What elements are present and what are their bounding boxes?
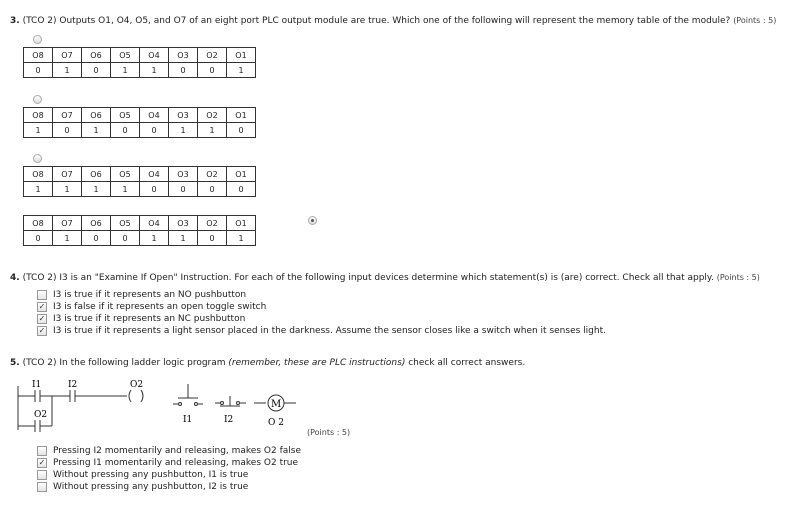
q5-option-4-label: Without pressing any pushbutton, I2 is true <box>53 482 249 492</box>
q5-option-4[interactable] <box>37 482 248 492</box>
table-header-row <box>24 48 256 63</box>
q5-prompt <box>10 358 525 368</box>
device-i1-label: I1 <box>183 415 193 425</box>
q5-text-a: (TCO 2) In the following ladder logic program <box>22 358 229 368</box>
value-cell: 0 <box>140 182 169 197</box>
q4-option-4-label: I3 is true if it represents a light sensor placed in the darkness. Assume the sensor closes like a switch when it senses light. <box>53 326 606 336</box>
header-cell: O8 <box>24 48 53 63</box>
header-cell: O4 <box>140 48 169 63</box>
header-cell: O1 <box>227 216 256 231</box>
q4-option-2-checkbox[interactable]: ✓ <box>38 302 46 311</box>
device-o2-label: O 2 <box>268 418 284 428</box>
value-cell: 0 <box>111 231 140 246</box>
header-cell: O6 <box>82 48 111 63</box>
q3-prompt <box>10 16 776 26</box>
q5-option-2[interactable] <box>37 458 298 468</box>
q5-option-2-label: Pressing I1 momentarily and releasing, makes O2 true <box>53 458 299 468</box>
value-cell: 1 <box>227 63 256 78</box>
q5-text-emphasis: (remember, these are PLC instructions) <box>228 358 406 368</box>
q3-option-2-radio[interactable] <box>33 95 42 104</box>
table-header-row <box>24 167 256 182</box>
header-cell: O5 <box>111 48 140 63</box>
value-cell: 0 <box>198 63 227 78</box>
q5-option-3-checkbox[interactable] <box>37 470 47 480</box>
value-cell: 0 <box>82 63 111 78</box>
o2-coil-right <box>141 390 143 402</box>
q4-text: (TCO 2) I3 is an "Examine If Open" Instruction. For each of the following input devices determine which statement(s) is (are) correct. Check all that apply. <box>22 273 714 283</box>
table-row <box>24 123 256 138</box>
header-cell: O4 <box>140 216 169 231</box>
table-row <box>24 182 256 197</box>
q4-option-1-label: I3 is true if it represents an NO pushbutton <box>53 290 247 300</box>
header-cell: O3 <box>169 216 198 231</box>
value-cell: 1 <box>169 123 198 138</box>
q4-option-4-checkbox[interactable]: ✓ <box>38 326 46 335</box>
value-cell: 1 <box>111 182 140 197</box>
value-cell: 1 <box>53 182 82 197</box>
value-cell: 0 <box>169 63 198 78</box>
q4-prompt <box>10 273 760 283</box>
q4-option-3-label: I3 is true if it represents an NC pushbutton <box>53 314 246 324</box>
ladder-o2-coil-label: O2 <box>130 380 144 390</box>
header-cell: O7 <box>53 48 82 63</box>
q4-points: (Points : 5) <box>716 273 760 282</box>
header-cell: O1 <box>227 108 256 123</box>
value-cell: 1 <box>140 231 169 246</box>
q3-number: 3. <box>10 16 20 26</box>
header-cell: O3 <box>169 108 198 123</box>
q5-option-2-checkbox[interactable]: ✓ <box>38 458 46 467</box>
value-cell: 1 <box>53 63 82 78</box>
value-cell: 1 <box>198 123 227 138</box>
value-cell: 1 <box>82 182 111 197</box>
q5-option-4-checkbox[interactable] <box>37 482 47 492</box>
header-cell: O3 <box>169 167 198 182</box>
value-cell: 0 <box>227 123 256 138</box>
table-header-row <box>24 216 256 231</box>
value-cell: 0 <box>24 63 53 78</box>
value-cell: 0 <box>53 123 82 138</box>
header-cell: O3 <box>169 48 198 63</box>
header-cell: O6 <box>82 108 111 123</box>
header-cell: O4 <box>140 108 169 123</box>
q4-number: 4. <box>10 273 20 283</box>
q3-option-3-radio[interactable] <box>33 154 42 163</box>
q5-option-1-label: Pressing I2 momentarily and releasing, makes O2 false <box>53 446 301 456</box>
value-cell: 0 <box>227 182 256 197</box>
value-cell: 1 <box>53 231 82 246</box>
q5-points: (Points : 5) <box>307 428 351 437</box>
q4-option-3-checkbox[interactable]: ✓ <box>38 314 46 323</box>
header-cell: O7 <box>53 167 82 182</box>
value-cell: 0 <box>198 231 227 246</box>
ladder-o2-contact-label: O2 <box>34 410 48 420</box>
value-cell: 0 <box>198 182 227 197</box>
q5-option-1[interactable] <box>37 446 301 456</box>
header-cell: O5 <box>111 167 140 182</box>
header-cell: O5 <box>111 216 140 231</box>
value-cell: 1 <box>227 231 256 246</box>
q5-option-1-checkbox[interactable] <box>37 446 47 456</box>
header-cell: O2 <box>198 216 227 231</box>
value-cell: 0 <box>111 123 140 138</box>
header-cell: O7 <box>53 216 82 231</box>
q4-option-1[interactable] <box>37 290 246 300</box>
header-cell: O8 <box>24 108 53 123</box>
q5-number: 5. <box>10 358 20 368</box>
header-cell: O4 <box>140 167 169 182</box>
value-cell: 1 <box>140 63 169 78</box>
value-cell: 0 <box>82 231 111 246</box>
header-cell: O2 <box>198 167 227 182</box>
header-cell: O8 <box>24 167 53 182</box>
ladder-diagram <box>10 376 310 438</box>
ladder-i2-label: I2 <box>68 380 78 390</box>
q3-option-4-radio[interactable] <box>308 216 317 225</box>
value-cell: 0 <box>140 123 169 138</box>
q4-option-1-checkbox[interactable] <box>37 290 47 300</box>
q3-text: (TCO 2) Outputs O1, O4, O5, and O7 of an eight port PLC output module are true. Which one of the following will represent the memory table of the module? <box>22 16 731 26</box>
value-cell: 1 <box>169 231 198 246</box>
header-cell: O6 <box>82 167 111 182</box>
q4-option-3[interactable] <box>37 314 245 324</box>
ladder-i1-label: I1 <box>32 380 42 390</box>
header-cell: O1 <box>227 48 256 63</box>
motor-label: M <box>271 399 282 410</box>
value-cell: 1 <box>24 182 53 197</box>
value-cell: 1 <box>111 63 140 78</box>
q3-option-2-table <box>23 107 256 138</box>
q3-option-3-table <box>23 166 256 197</box>
q4-option-2[interactable] <box>37 302 266 312</box>
header-cell: O8 <box>24 216 53 231</box>
table-row <box>24 231 256 246</box>
q3-option-4-table <box>23 215 256 246</box>
device-i2-label: I2 <box>224 415 234 425</box>
value-cell: 0 <box>169 182 198 197</box>
header-cell: O6 <box>82 216 111 231</box>
header-cell: O2 <box>198 108 227 123</box>
table-header-row <box>24 108 256 123</box>
header-cell: O5 <box>111 108 140 123</box>
header-cell: O1 <box>227 167 256 182</box>
q5-option-3-label: Without pressing any pushbutton, I1 is true <box>53 470 249 480</box>
q4-option-4[interactable] <box>37 326 606 336</box>
q3-points: (Points : 5) <box>733 16 777 25</box>
q3-option-1-table <box>23 47 256 78</box>
o2-coil-left <box>129 390 131 402</box>
header-cell: O2 <box>198 48 227 63</box>
value-cell: 0 <box>24 231 53 246</box>
header-cell: O7 <box>53 108 82 123</box>
q4-option-2-label: I3 is false if it represents an open toggle switch <box>53 302 267 312</box>
q5-option-3[interactable] <box>37 470 248 480</box>
value-cell: 1 <box>24 123 53 138</box>
value-cell: 1 <box>82 123 111 138</box>
table-row <box>24 63 256 78</box>
q3-option-1-radio[interactable] <box>33 35 42 44</box>
q5-text-b: check all correct answers. <box>405 358 526 368</box>
